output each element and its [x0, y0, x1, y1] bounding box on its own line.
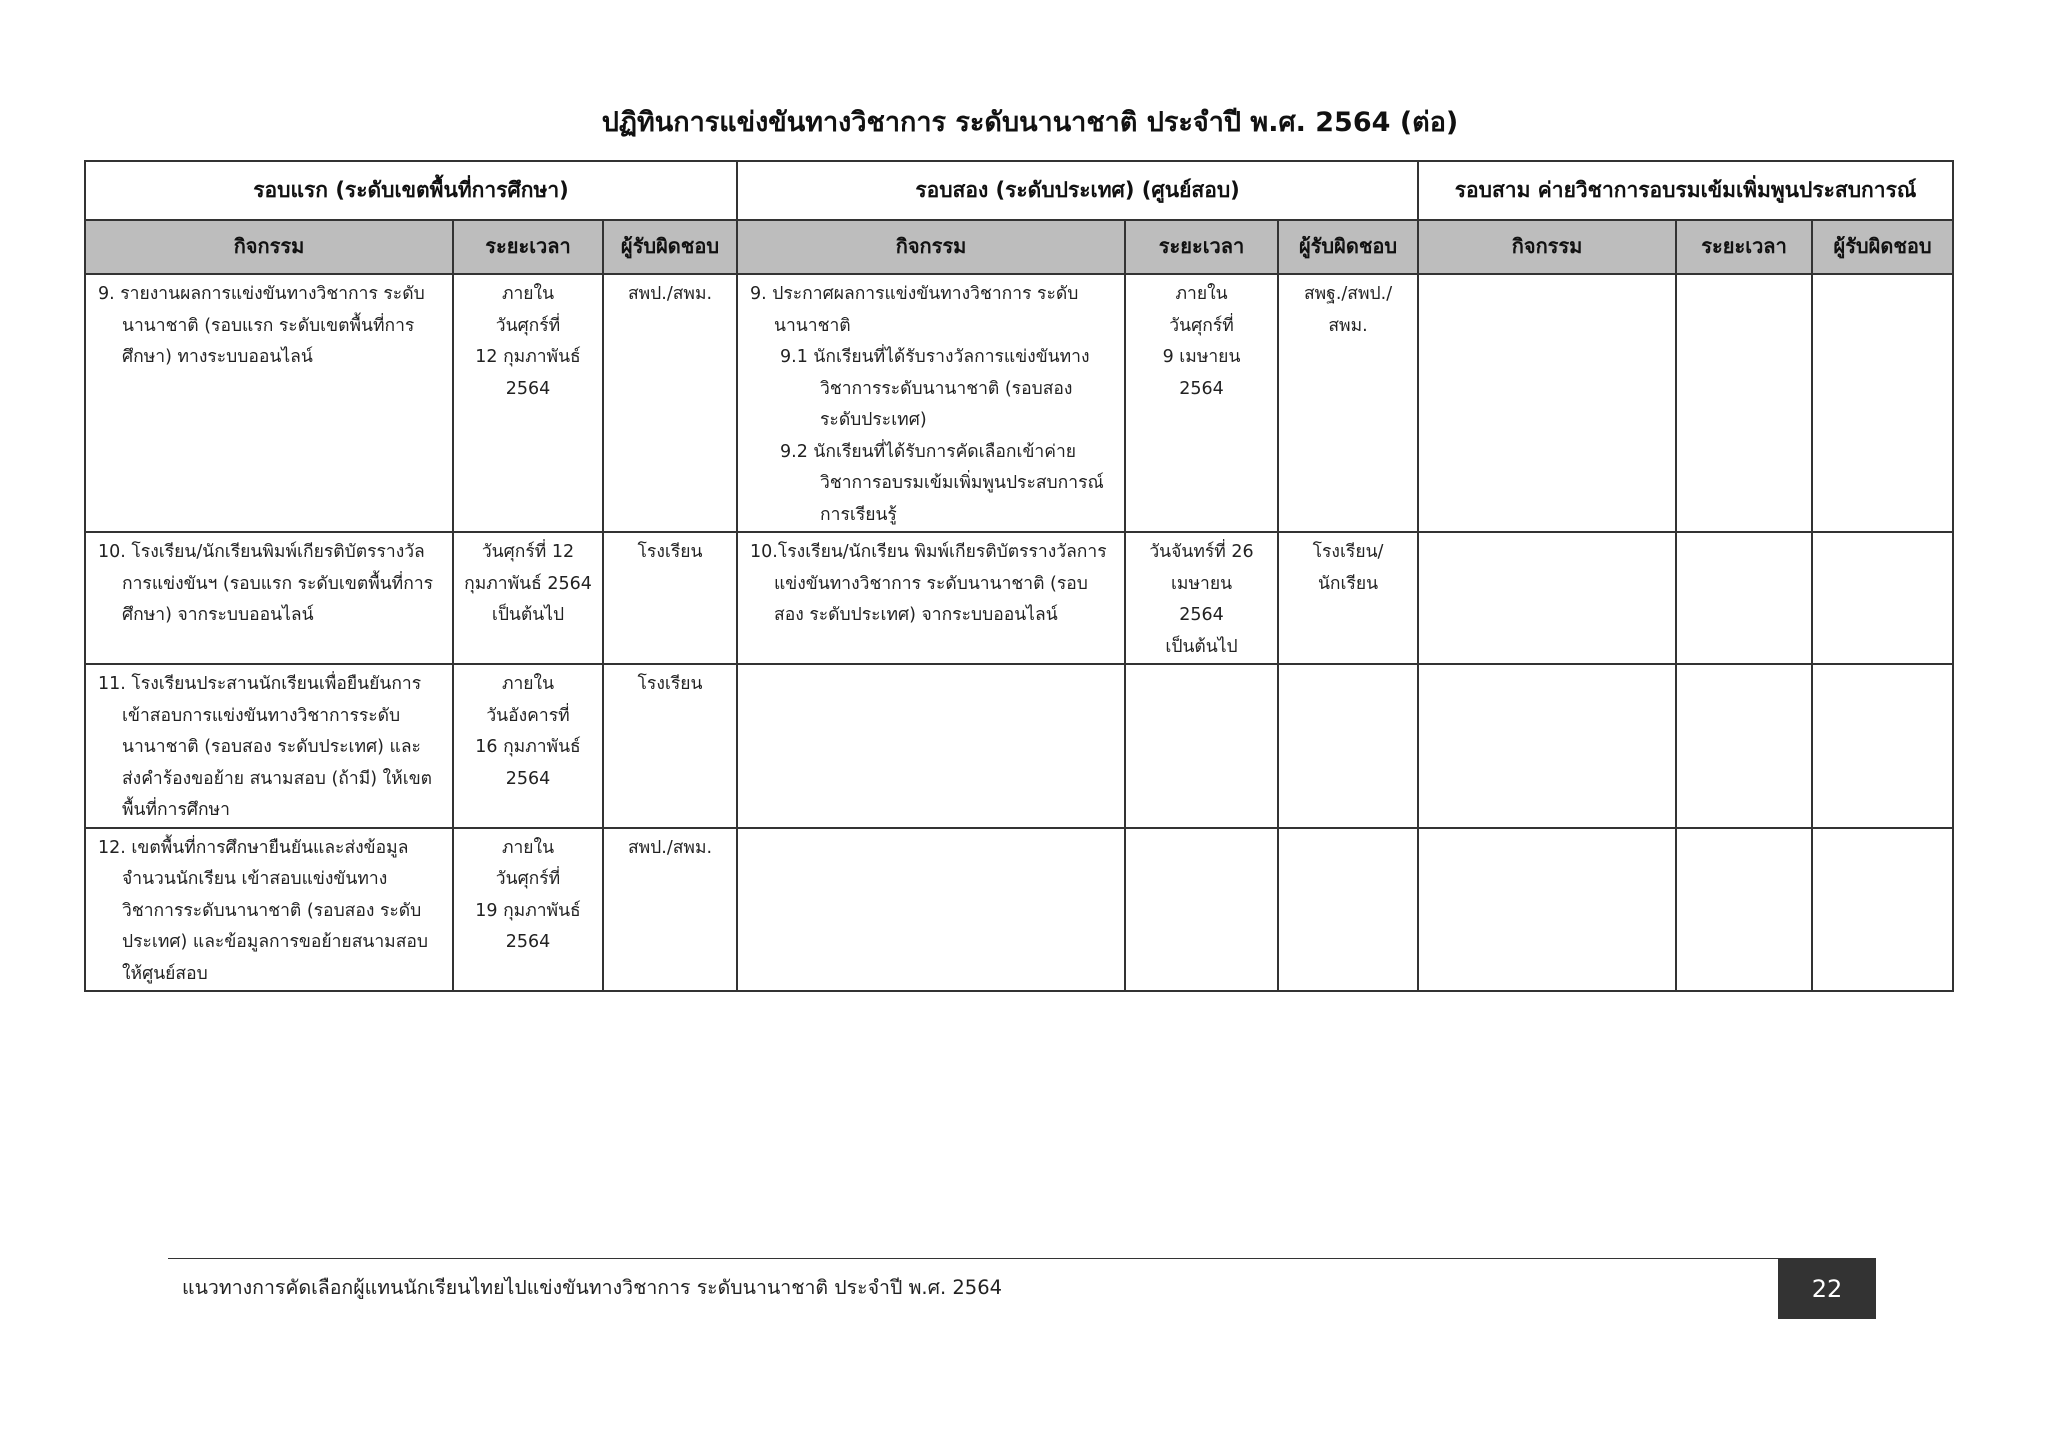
r2-period-header: ระยะเวลา — [1125, 220, 1278, 274]
r2-activity-cell — [737, 664, 1125, 828]
activity-text: 10.โรงเรียน/นักเรียน พิมพ์เกียรติบัตรรางวัลการแข่งขันทางวิชาการ ระดับนานาชาติ (รอบสอง ระดับประเทศ) จากระบบออนไลน์ — [750, 542, 1107, 625]
period-line: 2564 — [505, 378, 551, 399]
r3-period-cell — [1676, 532, 1812, 664]
r2-activity-header: กิจกรรม — [737, 220, 1125, 274]
period-line: 16 กุมภาพันธ์ — [475, 737, 581, 757]
r1-responsible-cell: สพป./สพม. — [603, 274, 737, 532]
r3-period-cell — [1676, 828, 1812, 992]
responsible-line: สพฐ./สพป./ — [1303, 284, 1393, 304]
sub-item: 9.1 นักเรียนที่ได้รับรางวัลการแข่งขันทางวิชาการระดับนานาชาติ (รอบสอง ระดับประเทศ) — [780, 347, 1090, 430]
period-line: ภายใน — [501, 284, 555, 304]
r3-activity-cell — [1418, 274, 1676, 532]
r1-activity-header: กิจกรรม — [85, 220, 453, 274]
period-line: วันศุกร์ที่ — [1169, 315, 1234, 336]
responsible-line: นักเรียน — [1317, 573, 1379, 594]
r2-activity-cell — [737, 532, 1125, 664]
r1-responsible-cell: สพป./สพม. — [603, 828, 737, 992]
table-row — [85, 664, 1953, 828]
r2-activity-cell — [737, 828, 1125, 992]
r1-period-header: ระยะเวลา — [453, 220, 603, 274]
r3-period-header: ระยะเวลา — [1676, 220, 1812, 274]
r3-activity-cell — [1418, 532, 1676, 664]
activity-text: 10. โรงเรียน/นักเรียนพิมพ์เกียรติบัตรรางวัลการแข่งขันฯ (รอบแรก ระดับเขตพื้นที่การศึกษา) จากระบบออนไลน์ — [98, 542, 434, 625]
activity-text: 11. โรงเรียนประสานนักเรียนเพื่อยืนยันการเข้าสอบการแข่งขันทางวิชาการระดับนานาชาติ (รอบสอง ระดับประเทศ) และส่งคำร้องขอย้าย สนามสอบ (ถ้ามี) ให้เขตพื้นที่การศึกษา — [98, 674, 433, 820]
r1-period-cell — [453, 828, 603, 992]
period-line: วันศุกร์ที่ 12 — [481, 542, 575, 562]
r3-responsible-header: ผู้รับผิดชอบ — [1812, 220, 1953, 274]
period-line: วันศุกร์ที่ — [495, 315, 561, 336]
period-line: ภายใน — [501, 837, 555, 858]
r1-period-cell — [453, 274, 603, 532]
activity-text: 12. เขตพื้นที่การศึกษายืนยันและส่งข้อมูลจำนวนนักเรียน เข้าสอบแข่งขันทางวิชาการระดับนานาชาติ (รอบสอง ระดับประเทศ) และข้อมูลการขอย้ายสนามสอบให้ศูนย์สอบ — [98, 837, 428, 984]
r1-activity-cell — [85, 828, 453, 992]
period-line: เป็นต้นไป — [1165, 636, 1238, 657]
r2-period-cell — [1125, 274, 1278, 532]
r1-period-cell — [453, 664, 603, 828]
r2-activity-cell — [737, 274, 1125, 532]
round3-header: รอบสาม ค่ายวิชาการอบรมเข้มเพิ่มพูนประสบการณ์ — [1418, 161, 1953, 220]
activity-text: 9. รายงานผลการแข่งขันทางวิชาการ ระดับนานาชาติ (รอบแรก ระดับเขตพื้นที่การศึกษา) ทางระบบออนไลน์ — [98, 284, 425, 367]
period-line: กุมภาพันธ์ 2564 — [464, 573, 592, 594]
r2-period-cell — [1125, 664, 1278, 828]
r3-activity-header: กิจกรรม — [1418, 220, 1676, 274]
calendar-table — [84, 160, 1954, 992]
r2-responsible-cell — [1278, 828, 1418, 992]
period-line: วันอังคารที่ — [486, 705, 570, 726]
page-number-badge: 22 — [1778, 1259, 1876, 1319]
responsible-line: โรงเรียน/ — [1312, 542, 1384, 562]
r1-activity-cell — [85, 664, 453, 828]
r3-responsible-cell — [1812, 274, 1953, 532]
r2-responsible-cell — [1278, 532, 1418, 664]
period-line: 12 กุมภาพันธ์ — [475, 347, 581, 367]
round1-header: รอบแรก (ระดับเขตพื้นที่การศึกษา) — [85, 161, 737, 220]
r1-responsible-cell: โรงเรียน — [603, 532, 737, 664]
r3-responsible-cell — [1812, 532, 1953, 664]
r1-responsible-cell: โรงเรียน — [603, 664, 737, 828]
r3-period-cell — [1676, 664, 1812, 828]
responsible-line: สพม. — [1328, 315, 1368, 336]
period-line: เป็นต้นไป — [491, 605, 565, 625]
column-header-row — [85, 220, 1953, 274]
table-row — [85, 274, 1953, 532]
r3-period-cell — [1676, 274, 1812, 532]
r1-activity-cell — [85, 274, 453, 532]
r2-responsible-cell — [1278, 664, 1418, 828]
page-title: ปฏิทินการแข่งขันทางวิชาการ ระดับนานาชาติ ประจำปี พ.ศ. 2564 (ต่อ) — [601, 107, 1459, 138]
period-line: ภายใน — [1175, 284, 1228, 304]
period-line: ภายใน — [501, 674, 555, 694]
period-line: เมษายน — [1170, 573, 1233, 594]
footer-text: แนวทางการคัดเลือกผู้แทนนักเรียนไทยไปแข่งขันทางวิชาการ ระดับนานาชาติ ประจำปี พ.ศ. 2564 — [182, 1276, 1003, 1299]
r2-responsible-cell — [1278, 274, 1418, 532]
r2-period-cell — [1125, 532, 1278, 664]
r3-activity-cell — [1418, 828, 1676, 992]
r1-period-cell — [453, 532, 603, 664]
r1-responsible-header: ผู้รับผิดชอบ — [603, 220, 737, 274]
r1-activity-cell — [85, 532, 453, 664]
r3-responsible-cell — [1812, 828, 1953, 992]
period-line: วันศุกร์ที่ — [495, 869, 561, 889]
r3-activity-cell — [1418, 664, 1676, 828]
period-line: 2564 — [505, 932, 551, 952]
footer-divider — [168, 1258, 1876, 1259]
r2-responsible-header: ผู้รับผิดชอบ — [1278, 220, 1418, 274]
period-line: 19 กุมภาพันธ์ — [475, 900, 581, 921]
period-line: วันจันทร์ที่ 26 — [1149, 542, 1254, 562]
sub-item: 9.2 นักเรียนที่ได้รับการคัดเลือกเข้าค่ายวิชาการอบรมเข้มเพิ่มพูนประสบการณ์การเรียนรู้ — [780, 441, 1104, 525]
r3-responsible-cell — [1812, 664, 1953, 828]
period-line: 2564 — [505, 768, 551, 789]
round2-header: รอบสอง (ระดับประเทศ) (ศูนย์สอบ) — [737, 161, 1418, 220]
period-line: 9 เมษายน — [1162, 347, 1241, 367]
r2-period-cell — [1125, 828, 1278, 992]
period-line: 2564 — [1179, 605, 1224, 625]
table-row — [85, 828, 1953, 992]
round-header-row — [85, 161, 1953, 220]
table-row — [85, 532, 1953, 664]
period-line: 2564 — [1179, 378, 1224, 399]
activity-text: 9. ประกาศผลการแข่งขันทางวิชาการ ระดับนานาชาติ — [750, 284, 1079, 336]
